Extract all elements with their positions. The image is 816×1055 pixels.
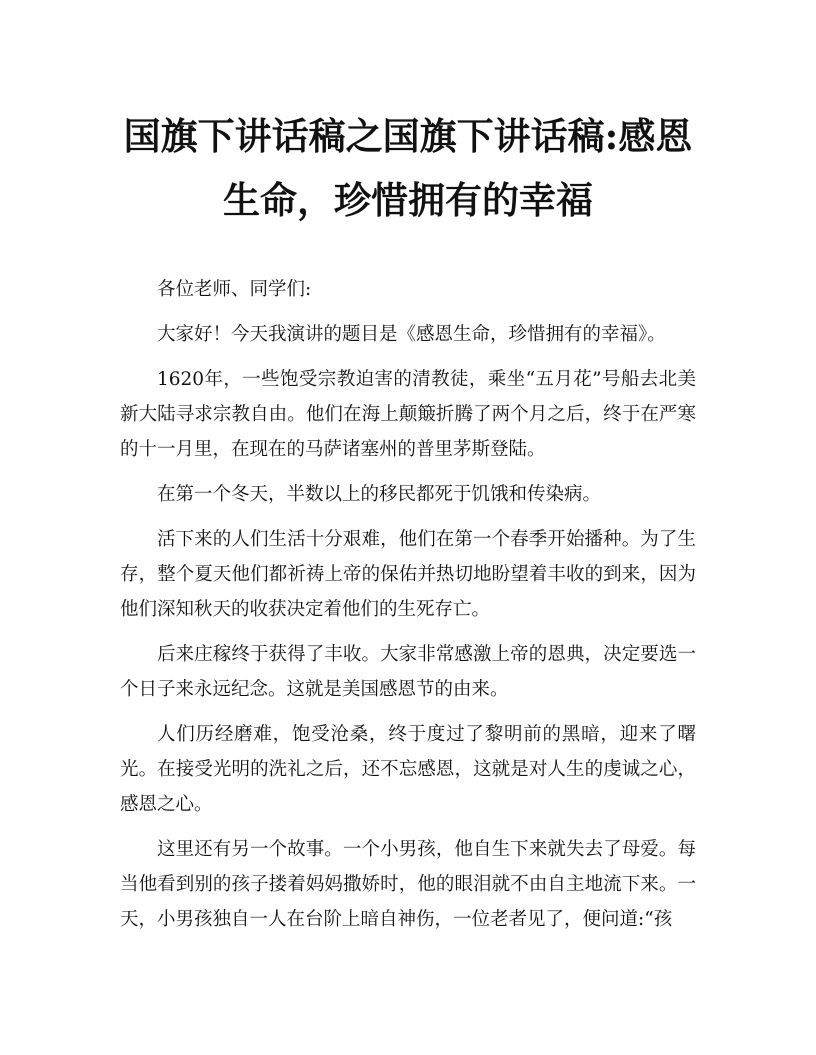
document-body [120, 272, 696, 937]
paragraph-story: 这里还有另一个故事。一个小男孩，他自生下来就失去了母爱。每当他看到别的孩子搂着妈妈撒娇时，他的眼泪就不由自主地流下来。一天，小男孩独自一人在台阶上暗自神伤，一位老者见了，便问道:“孩 [120, 839, 696, 930]
paragraph-gratitude: 人们历经磨难，饱受沧桑，终于度过了黎明前的黑暗，迎来了曙光。在接受光明的洗礼之后，还不忘感恩，这就是对人生的虔诚之心，感恩之心。 [120, 724, 696, 815]
paragraph-sowing: 活下来的人们生活十分艰难，他们在第一个春季开始播种。为了生存，整个夏天他们都祈祷上帝的保佑并热切地盼望着丰收的到来，因为他们深知秋天的收获决定着他们的生死存亡。 [120, 529, 696, 620]
paragraph-greeting: 各位老师、同学们: [157, 279, 312, 300]
paragraph-harvest: 后来庄稼终于获得了丰收。大家非常感激上帝的恩典，决定要选一个日子来永远纪念。这就是美国感恩节的由来。 [120, 644, 696, 700]
paragraph-intro: 大家好！今天我演讲的题目是《感恩生命，珍惜拥有的幸福》。 [157, 324, 666, 345]
paragraph-winter: 在第一个冬天，半数以上的移民都死于饥饿和传染病。 [157, 484, 602, 505]
paragraph-mayflower: 1620年，一些饱受宗教迫害的清教徒，乘坐“五月花”号船去北美新大陆寻求宗教自由。他们在海上颠簸折腾了两个月之后，终于在严寒的十一月里，在现在的马萨诸塞州的普里茅斯登陆。 [120, 369, 696, 460]
document-title: 国旗下讲话稿之国旗下讲话稿:感恩生命，珍惜拥有的幸福 [123, 114, 693, 222]
